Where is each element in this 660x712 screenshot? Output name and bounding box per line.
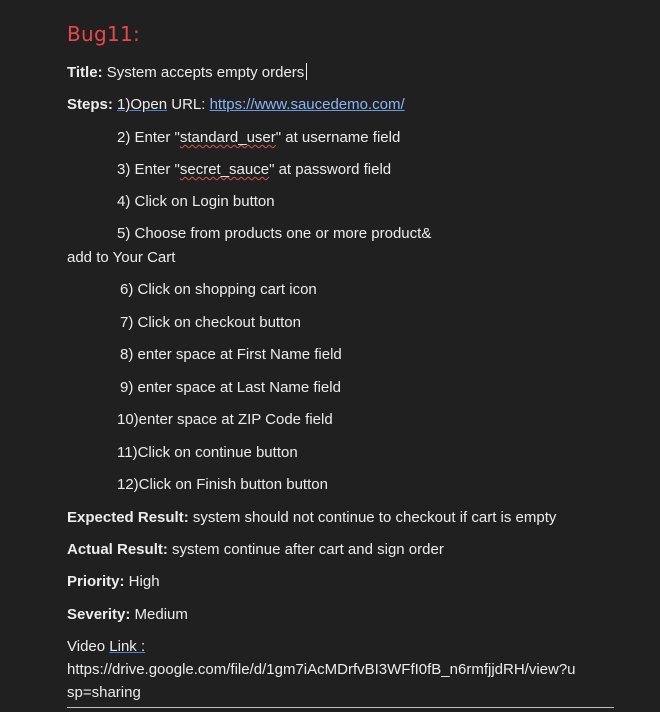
priority-value: High: [124, 573, 160, 590]
step1-url-label: URL:: [167, 96, 210, 113]
horizontal-rule: [67, 707, 614, 708]
bug-heading: Bug11:: [67, 22, 141, 46]
step-6: 6) Click on shopping cart icon: [120, 281, 317, 298]
step-2: [117, 128, 400, 148]
video-url-line1[interactable]: https://drive.google.com/file/d/1gm7iAcMDrfvBI3WFfI0fB_n6rmfjjdRH/view?u: [67, 661, 576, 678]
step3-text-a: 3) Enter ": [117, 161, 180, 178]
actual-label: Actual Result:: [67, 541, 168, 558]
step1-prefix: 1)Open: [117, 96, 168, 113]
severity-line: [67, 605, 188, 625]
title-line: [67, 63, 307, 83]
step3-text-b: " at password field: [269, 161, 392, 178]
steps-label: Steps:: [67, 96, 113, 113]
text-cursor: [306, 63, 307, 80]
video-link-line: [67, 637, 145, 657]
step2-username: standard_user: [179, 129, 276, 146]
severity-label: Severity:: [67, 606, 131, 623]
video-link-label: Link :: [109, 638, 146, 655]
step2-text-a: 2) Enter ": [117, 129, 180, 146]
priority-line: [67, 572, 160, 592]
video-url-line2[interactable]: sp=sharing: [67, 684, 141, 701]
steps-line: [67, 95, 405, 115]
priority-label: Priority:: [67, 573, 125, 590]
actual-value: system continue after cart and sign order: [167, 541, 444, 558]
step-9: 9) enter space at Last Name field: [120, 379, 341, 396]
step-8: 8) enter space at First Name field: [120, 346, 342, 363]
actual-result-line: [67, 540, 444, 560]
step-11: 11)Click on continue button: [117, 444, 298, 461]
video-label: Video: [67, 638, 110, 655]
expected-label: Expected Result:: [67, 509, 189, 526]
step-3: [117, 160, 391, 180]
expected-result-line: [67, 508, 556, 528]
step-12: 12)Click on Finish button button: [117, 476, 328, 493]
step-10: 10)enter space at ZIP Code field: [117, 411, 333, 428]
step1-url-link[interactable]: https://www.saucedemo.com/: [209, 96, 405, 113]
title-value: System accepts empty orders: [102, 64, 305, 81]
step-7: 7) Click on checkout button: [120, 314, 301, 331]
step3-password: secret_sauce: [179, 161, 270, 178]
step-4: 4) Click on Login button: [117, 193, 275, 210]
step2-text-b: " at username field: [275, 129, 401, 146]
expected-value: system should not continue to checkout if cart is empty: [188, 509, 557, 526]
severity-value: Medium: [130, 606, 188, 623]
title-label: Title:: [67, 64, 103, 81]
step-5-line2: add to Your Cart: [67, 249, 176, 266]
step-5-line1: 5) Choose from products one or more product&: [117, 225, 432, 242]
